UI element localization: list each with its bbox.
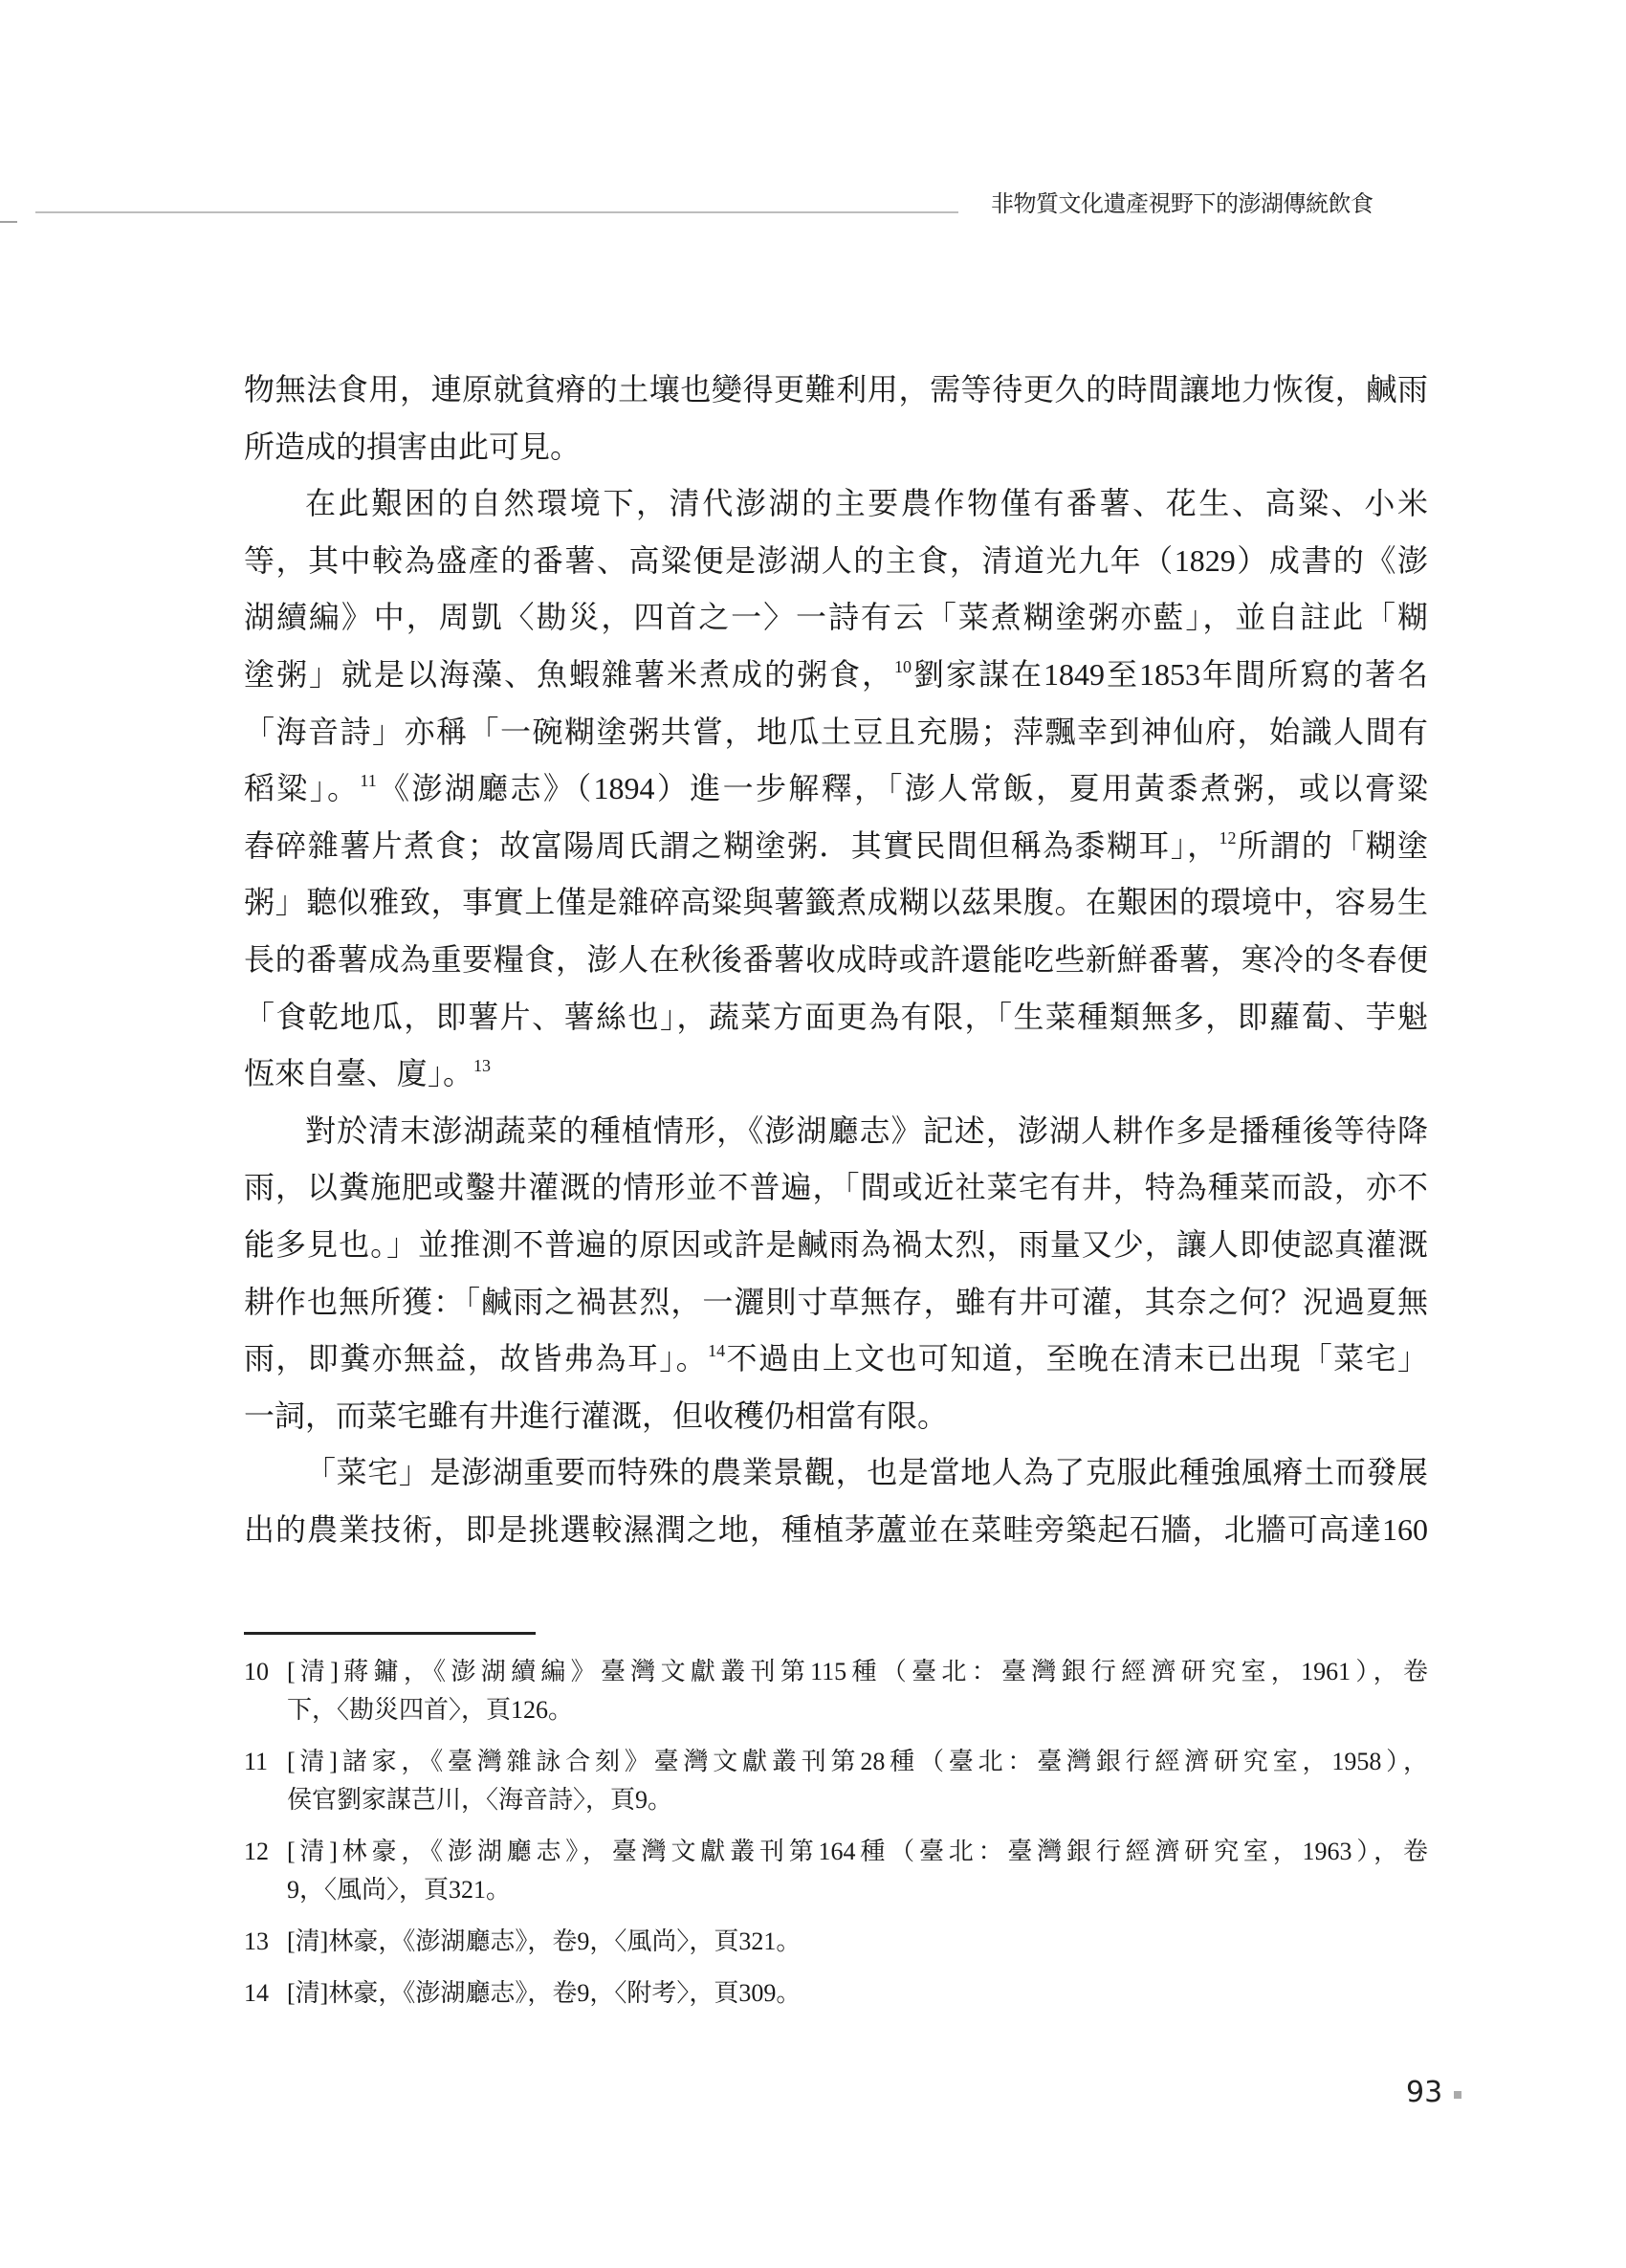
body-line bbox=[244, 1502, 1428, 1559]
text-run: 出的農業技術，即是挑選較濕潤之地，種植茅蘆並在菜畦旁築起石牆，北牆可高達160 bbox=[244, 1511, 1428, 1547]
footnote-line bbox=[244, 1653, 1428, 1691]
footnote bbox=[244, 1653, 1428, 1729]
footnotes bbox=[244, 1653, 1428, 2026]
body-line bbox=[244, 1331, 1428, 1388]
text-run: 湖續編》中，周凱〈勘災，四首之一〉一詩有云「菜煮糊塗粥亦藍」，並自註此「糊 bbox=[244, 600, 1428, 635]
footnote-reference: 14 bbox=[708, 1341, 726, 1361]
body-line bbox=[244, 533, 1428, 590]
body-line bbox=[244, 419, 1428, 476]
footnote-number: 13 bbox=[244, 1927, 269, 1955]
body-line bbox=[244, 818, 1428, 875]
footnote bbox=[244, 1743, 1428, 1819]
body-line bbox=[244, 1103, 1428, 1160]
footnote-text: 侯官劉家謀芑川，〈海音詩〉，頁9。 bbox=[287, 1786, 673, 1814]
page-number-marker bbox=[1454, 2091, 1461, 2099]
footnote bbox=[244, 1923, 1428, 1961]
body-line bbox=[244, 362, 1428, 419]
body-line bbox=[244, 1388, 1428, 1445]
footnote-line bbox=[244, 1691, 1428, 1729]
text-run: 對於清末澎湖蔬菜的種植情形，《澎湖廳志》記述，澎湖人耕作多是播種後等待降 bbox=[305, 1112, 1428, 1148]
text-run: 「海音詩」亦稱「一碗糊塗粥共嘗，地瓜土豆且充腸；萍飄幸到神仙府，始識人間有 bbox=[244, 714, 1428, 749]
body-line bbox=[244, 704, 1428, 761]
running-header-title: 非物質文化遺產視野下的澎湖傳統飲食 bbox=[991, 190, 1373, 217]
footnote-text: [清]蔣鏞，《澎湖續編》臺灣文獻叢刊第115種（臺北：臺灣銀行經濟研究室，1961），卷 bbox=[287, 1658, 1428, 1685]
text-run: 長的番薯成為重要糧食，澎人在秋後番薯收成時或許還能吃些新鮮番薯，寒冷的冬春便 bbox=[244, 941, 1428, 977]
text-run: 所造成的損害由此可見。 bbox=[244, 429, 582, 464]
body-line bbox=[244, 1046, 1428, 1103]
footnote-line bbox=[244, 1974, 1428, 2013]
footnote-number: 12 bbox=[244, 1838, 269, 1865]
footnote-text: [清]諸家，《臺灣雜詠合刻》臺灣文獻叢刊第28種（臺北：臺灣銀行經濟研究室，1958）， bbox=[287, 1748, 1428, 1775]
text-run: 雨，即糞亦無益，故皆弗為耳」。 bbox=[244, 1341, 709, 1376]
footnote-reference: 10 bbox=[893, 656, 912, 676]
text-run: 等，其中較為盛產的番薯、高粱便是澎湖人的主食，清道光九年（1829）成書的《澎 bbox=[244, 542, 1428, 578]
footnote-line bbox=[244, 1923, 1428, 1961]
body-text bbox=[244, 362, 1428, 1558]
text-run: 在此艱困的自然環境下，清代澎湖的主要農作物僅有番薯、花生、高粱、小米 bbox=[305, 486, 1428, 521]
text-run: 耕作也無所獲：「鹹雨之禍甚烈，一灑則寸草無存，雖有井可灌，其奈之何？況過夏無 bbox=[244, 1284, 1428, 1319]
text-run: 一詞，而菜宅雖有井進行灌溉，但收穫仍相當有限。 bbox=[244, 1398, 949, 1433]
footnote-line bbox=[244, 1781, 1428, 1819]
footnote bbox=[244, 1974, 1428, 2013]
body-line bbox=[244, 1444, 1428, 1502]
text-run: 劉家謀在1849至1853年間所寫的著名 bbox=[911, 656, 1428, 692]
page-number: 93 bbox=[1406, 2076, 1443, 2109]
footnote-reference: 13 bbox=[473, 1056, 492, 1076]
text-run: 所謂的「糊塗 bbox=[1236, 827, 1428, 863]
footnote-text: 下，〈勘災四首〉，頁126。 bbox=[287, 1696, 574, 1724]
footnote-reference: 12 bbox=[1219, 827, 1237, 848]
footnote-text: [清]林豪，《澎湖廳志》，臺灣文獻叢刊第164種（臺北：臺灣銀行經濟研究室，1963），卷 bbox=[287, 1838, 1428, 1865]
footnote-separator bbox=[244, 1632, 536, 1635]
text-run: 《澎湖廳志》（1894）進一步解釋，「澎人常飯，夏用黃黍煮粥，或以膏粱 bbox=[376, 771, 1428, 806]
footnote-text: [清]林豪，《澎湖廳志》，卷9，〈附考〉，頁309。 bbox=[287, 1979, 802, 2007]
body-line bbox=[244, 989, 1428, 1046]
footnote-number: 11 bbox=[244, 1748, 269, 1775]
body-line bbox=[244, 475, 1428, 533]
text-run: 雨，以糞施肥或鑿井灌溉的情形並不普遍，「間或近社菜宅有井，特為種菜而設，亦不 bbox=[244, 1170, 1428, 1205]
body-line bbox=[244, 1217, 1428, 1274]
text-run: 粥」聽似雅致，事實上僅是雜碎高粱與薯籤煮成糊以茲果腹。在艱困的環境中，容易生 bbox=[244, 885, 1428, 920]
text-run: 舂碎雜薯片煮食；故富陽周氏謂之糊塗粥．其實民間但稱為黍糊耳」， bbox=[244, 827, 1220, 863]
text-run: 不過由上文也可知道，至晚在清末已出現「菜宅」 bbox=[725, 1341, 1428, 1376]
header-rule bbox=[35, 211, 958, 213]
body-line bbox=[244, 932, 1428, 989]
header-margin-tick bbox=[0, 221, 17, 223]
footnote bbox=[244, 1833, 1428, 1909]
footnote-number: 14 bbox=[244, 1979, 269, 2007]
body-line bbox=[244, 760, 1428, 818]
body-line bbox=[244, 1274, 1428, 1332]
footnote-line bbox=[244, 1743, 1428, 1781]
body-line bbox=[244, 647, 1428, 704]
footnote-text: [清]林豪，《澎湖廳志》，卷9，〈風尚〉，頁321。 bbox=[287, 1927, 802, 1955]
footnote-text: 9，〈風尚〉，頁321。 bbox=[287, 1876, 512, 1904]
text-run: 「食乾地瓜，即薯片、薯絲也」，蔬菜方面更為有限，「生菜種類無多，即蘿蔔、芋魁 bbox=[244, 999, 1428, 1034]
footnote-line bbox=[244, 1833, 1428, 1871]
footnote-line bbox=[244, 1871, 1428, 1909]
body-line bbox=[244, 589, 1428, 647]
text-run: 能多見也。」並推測不普遍的原因或許是鹹雨為禍太烈，雨量又少，讓人即使認真灌溉 bbox=[244, 1226, 1428, 1262]
text-run: 物無法食用，連原就貧瘠的土壤也變得更難利用，需等待更久的時間讓地力恢復，鹹雨 bbox=[244, 372, 1428, 407]
footnote-number: 10 bbox=[244, 1658, 269, 1685]
text-run: 稻粱」。 bbox=[244, 771, 361, 806]
text-run: 塗粥」就是以海藻、魚蝦雜薯米煮成的粥食， bbox=[244, 656, 894, 692]
text-run: 「菜宅」是澎湖重要而特殊的農業景觀，也是當地人為了克服此種強風瘠土而發展 bbox=[305, 1455, 1428, 1490]
text-run: 恆來自臺、廈」。 bbox=[244, 1056, 474, 1091]
body-line bbox=[244, 874, 1428, 932]
footnote-reference: 11 bbox=[360, 771, 377, 791]
body-line bbox=[244, 1159, 1428, 1217]
